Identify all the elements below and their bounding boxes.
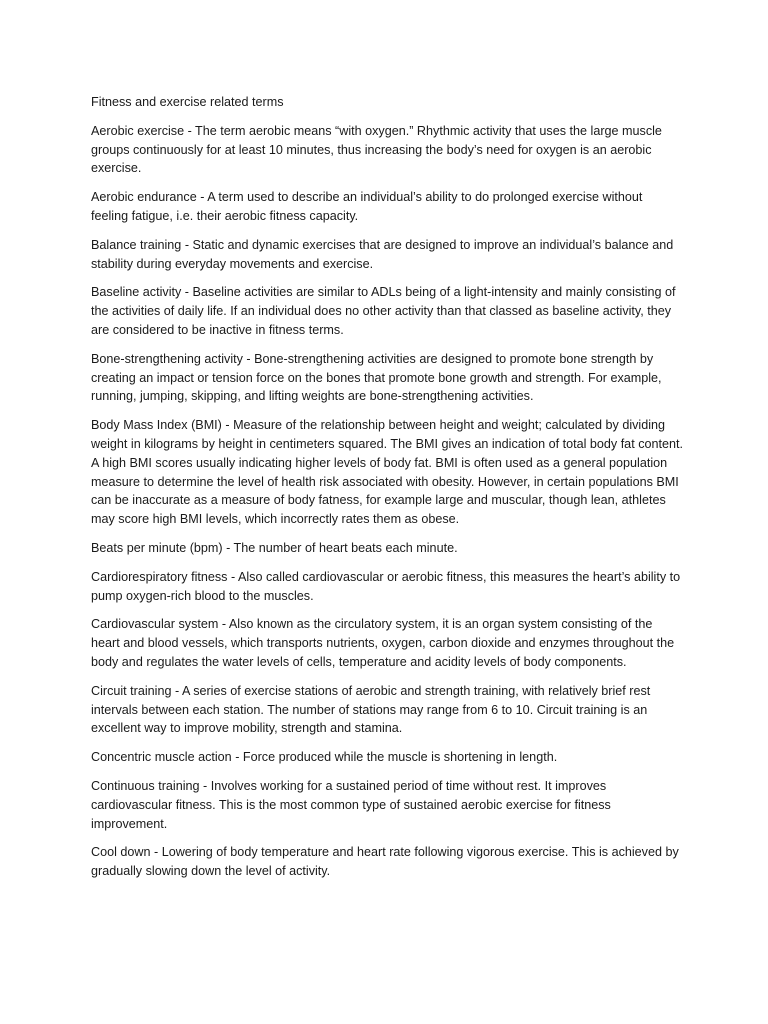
document-body — [91, 93, 683, 891]
page-title: Fitness and exercise related terms — [91, 95, 284, 109]
term-entry-beats-per-minute: Beats per minute (bpm) - The number of heart beats each minute. — [91, 540, 458, 555]
term-entry-balance-training: Balance training - Static and dynamic exercises that are designed to improve an individual’s balance and stability during everyday movements and exercise. — [91, 237, 674, 271]
term-entry-continuous-training: Continuous training - Involves working for a sustained period of time without rest. It improves cardiovascular fitness. This is the most common type of sustained aerobic exercise for fitness improvement. — [91, 778, 611, 831]
term-entry-baseline-activity: Baseline activity - Baseline activities are similar to ADLs being of a light-intensity and mainly consisting of the activities of daily life. If an individual does no other activity than that classed as baseline activity, they are considered to be inactive in fitness terms. — [91, 285, 676, 337]
term-entry-circuit-training: Circuit training - A series of exercise stations of aerobic and strength training, with relatively brief rest intervals between each station. The number of stations may range from 6 to 10. Circuit training is an excellent way to improve mobility, strength and stamina. — [91, 683, 651, 736]
term-entry-concentric-muscle-action: Concentric muscle action - Force produced while the muscle is shortening in length. — [91, 750, 558, 765]
term-entry-body-mass-index: Body Mass Index (BMI) - Measure of the relationship between height and weight; calculated by dividing weight in kilograms by height in centimeters squared. The BMI gives an indication of total body fat content. A high BMI scores usually indicating higher levels of body fat. BMI is often used as a general population measure to determine the level of health risk associated with obesity. However, in certain populations BMI can be inaccurate as a measure of body fatness, for example large and muscular, though lean, athletes may score high BMI levels, which incorrectly rates them as obese. — [91, 418, 683, 527]
term-entry-cool-down: Cool down - Lowering of body temperature and heart rate following vigorous exercise. This is achieved by gradually slowing down the level of activity. — [91, 845, 679, 879]
term-entry-aerobic-exercise: Aerobic exercise - The term aerobic means “with oxygen.” Rhythmic activity that uses the large muscle groups continuously for at least 10 minutes, thus increasing the body’s need for oxygen is an aerobic exercise. — [91, 123, 662, 176]
term-entry-bone-strengthening-activity: Bone-strengthening activity - Bone-strengthening activities are designed to promote bone strength by creating an impact or tension force on the bones that promote bone growth and strength. For example, running, jumping, skipping, and lifting weights are bone-strengthening activities. — [91, 351, 662, 404]
term-entry-cardiovascular-system: Cardiovascular system - Also known as the circulatory system, it is an organ system consisting of the heart and blood vessels, which transports nutrients, oxygen, carbon dioxide and enzymes throughout the body and regulates the water levels of cells, temperature and acidity levels of body components. — [91, 617, 675, 669]
term-entry-cardiorespiratory-fitness: Cardiorespiratory fitness - Also called cardiovascular or aerobic fitness, this measures the heart’s ability to pump oxygen-rich blood to the muscles. — [91, 569, 681, 603]
term-entry-aerobic-endurance: Aerobic endurance - A term used to describe an individual’s ability to do prolonged exercise without feeling fatigue, i.e. their aerobic fitness capacity. — [91, 190, 643, 223]
